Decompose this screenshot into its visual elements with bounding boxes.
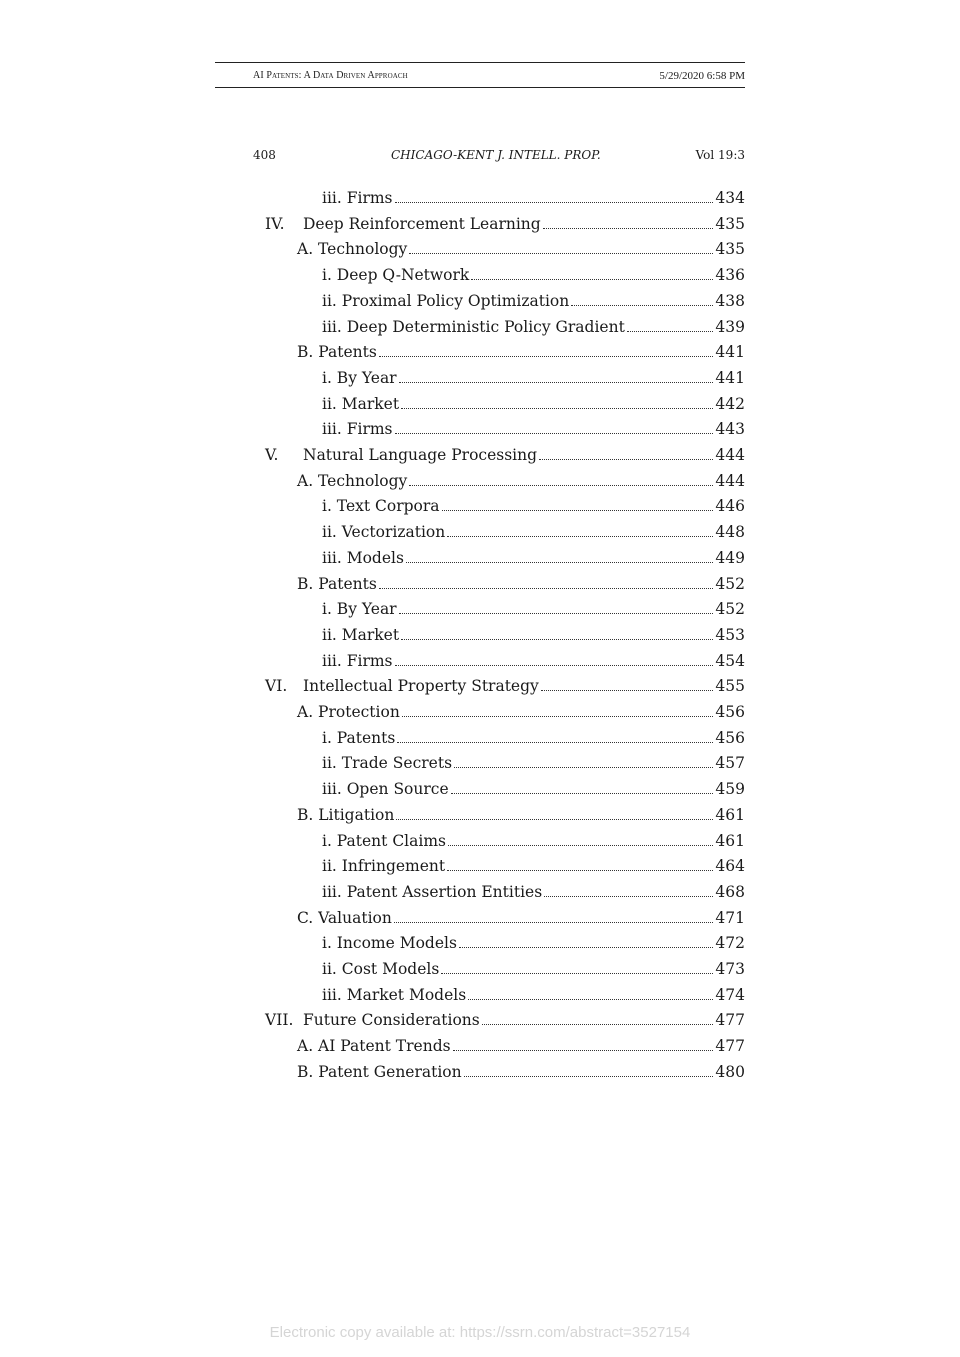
toc-entry-page: 444 (715, 471, 745, 490)
toc-entry-page: 446 (715, 497, 745, 516)
toc-entry (322, 749, 745, 773)
toc-entry-page: 464 (715, 857, 745, 876)
dot-leader (468, 998, 713, 1000)
running-header-timestamp: 5/29/2020 6:58 PM (659, 70, 745, 82)
toc-entry-title: ii. Infringement (322, 857, 446, 876)
dot-leader (379, 587, 714, 589)
toc-entry-label (322, 959, 439, 979)
toc-entry-page: 453 (715, 625, 745, 644)
toc-entry-label (322, 188, 393, 208)
toc-entry-label (322, 831, 446, 851)
toc-entry-title: iii. Firms (322, 651, 393, 670)
toc-entry-title: iii. Market Models (322, 985, 467, 1004)
dot-leader (448, 844, 713, 846)
toc-entry (322, 184, 745, 208)
dot-leader (544, 895, 713, 897)
toc-entry-title: i. Patents (322, 728, 396, 747)
toc-entry-label (265, 1010, 480, 1030)
toc-entry (265, 672, 745, 696)
toc-entry-page: 448 (715, 523, 745, 542)
toc-entry-page: 456 (715, 728, 745, 747)
toc-entry-label (322, 522, 445, 542)
dot-leader (401, 407, 713, 409)
toc-entry (297, 338, 745, 362)
toc-entry-title: i. By Year (322, 600, 397, 619)
toc-entry-label (322, 419, 393, 439)
toc-entry-page: 436 (715, 266, 745, 285)
toc-entry (297, 235, 745, 259)
dot-leader (454, 766, 713, 768)
toc-entry-title: A. AI Patent Trends (297, 1037, 451, 1056)
toc-entry-title: Future Considerations (303, 1011, 480, 1030)
dot-leader (397, 741, 713, 743)
toc-entry-label (322, 753, 452, 773)
toc-entry (322, 261, 745, 285)
toc-entry (297, 801, 745, 825)
toc-entry (297, 467, 745, 491)
toc-entry-page: 452 (715, 600, 745, 619)
dot-leader (442, 509, 714, 511)
toc-entry-label (322, 985, 466, 1005)
toc-entry-label (265, 676, 539, 696)
toc-entry-label (297, 471, 407, 491)
dot-leader (394, 921, 714, 923)
page-number: 408 (253, 148, 276, 162)
toc-entry-page: 459 (715, 780, 745, 799)
dot-leader (402, 715, 714, 717)
toc-entry-label (297, 574, 377, 594)
toc-entry (297, 1058, 745, 1082)
toc-entry-title: A. Protection (297, 703, 400, 721)
toc-entry-label (297, 239, 407, 259)
toc-entry-label (297, 1062, 462, 1082)
toc-entry-page: 452 (715, 574, 745, 593)
toc-entry-title: B. Litigation (297, 805, 395, 824)
toc-entry-page: 473 (715, 960, 745, 978)
dot-leader (395, 432, 714, 434)
dot-leader (571, 304, 713, 306)
dot-leader (453, 1049, 714, 1051)
toc-entry-page: 472 (715, 934, 745, 953)
toc-entry (322, 724, 745, 748)
toc-entry (322, 647, 745, 671)
toc-entry-label (322, 625, 399, 645)
dot-leader (401, 638, 713, 640)
toc-entry-page: 434 (715, 189, 745, 207)
toc-entry-page: 456 (715, 703, 745, 721)
toc-entry-page: 477 (715, 1037, 745, 1056)
toc-entry-label (322, 779, 449, 799)
journal-title: CHICAGO-KENT J. INTELL. PROP. (391, 148, 601, 162)
toc-entry (297, 904, 745, 928)
toc-entry-title: i. Text Corpora (322, 497, 440, 516)
ssrn-watermark: Electronic copy available at: https://ssrn.com/abstract=3527154 (269, 1324, 691, 1341)
toc-entry-title: ii. Market (322, 625, 400, 644)
dot-leader (406, 561, 713, 563)
toc-entry-numeral: VII. (265, 1011, 294, 1030)
toc-entry (322, 827, 745, 851)
toc-entry (322, 415, 745, 439)
toc-entry-page: 435 (715, 240, 745, 259)
dot-leader (399, 381, 714, 383)
toc-entry-label (265, 214, 541, 234)
toc-entry-label (297, 1036, 451, 1056)
toc-entry-label (322, 882, 542, 902)
dot-leader (539, 458, 713, 460)
dot-leader (447, 535, 713, 537)
toc-entry-page: 480 (715, 1062, 745, 1081)
running-header (215, 62, 745, 88)
toc-entry (322, 492, 745, 516)
toc-entry-label (322, 548, 404, 568)
toc-entry (322, 518, 745, 542)
toc-entry-page: 441 (715, 368, 745, 387)
toc-entry (322, 852, 745, 876)
toc-entry-title: iii. Deep Deterministic Policy Gradient (322, 317, 625, 336)
dot-leader (399, 612, 714, 614)
toc-entry-label (322, 394, 399, 414)
dot-leader (471, 278, 713, 280)
dot-leader (395, 664, 714, 666)
volume-label: Vol 19:3 (695, 148, 745, 162)
toc-entry-title: Deep Reinforcement Learning (303, 214, 541, 233)
dot-leader (395, 201, 714, 203)
dot-leader (482, 1023, 714, 1025)
toc-entry-label (297, 908, 392, 928)
toc-entry-page: 441 (715, 343, 745, 362)
toc-entry-title: i. Patent Claims (322, 831, 446, 850)
toc-entry-title: ii. Cost Models (322, 960, 440, 978)
toc-entry (265, 1006, 745, 1030)
toc-entry (322, 544, 745, 568)
toc-entry (322, 955, 745, 979)
toc-entry-title: i. Deep Q-Network (322, 266, 470, 285)
toc-entry-page: 454 (715, 651, 745, 670)
toc-entry-page: 477 (715, 1011, 745, 1030)
toc-entry-title: ii. Vectorization (322, 523, 446, 542)
toc-entry (322, 878, 745, 902)
toc-entry-page: 438 (715, 291, 745, 310)
toc-entry (297, 698, 745, 722)
toc-entry-label (297, 702, 400, 722)
toc-entry-label (322, 265, 469, 285)
dot-leader (409, 252, 713, 254)
toc-entry-title: Natural Language Processing (303, 446, 538, 464)
toc-entry-title: A. Technology (297, 240, 408, 259)
toc-entry-page: 461 (715, 805, 745, 824)
toc-entry-numeral: V. (265, 446, 279, 464)
toc-entry-label (322, 599, 397, 619)
dot-leader (543, 227, 714, 229)
toc-entry-numeral: IV. (265, 214, 285, 233)
dot-leader (447, 869, 713, 871)
toc-entry (322, 313, 745, 337)
toc-entry (297, 1032, 745, 1056)
toc-entry-title: B. Patents (297, 343, 377, 362)
toc-entry (265, 210, 745, 234)
running-header-title: AI Patents: A Data Driven Approach (253, 70, 408, 81)
toc-entry-page: 449 (715, 548, 745, 567)
toc-entry (322, 775, 745, 799)
toc-entry-page: 471 (715, 908, 745, 927)
toc-entry-page: 457 (715, 754, 745, 773)
toc-entry-title: B. Patent Generation (297, 1062, 462, 1081)
toc-entry-page: 474 (715, 985, 745, 1004)
toc-entry-title: iii. Patent Assertion Entities (322, 882, 543, 901)
toc-entry-title: C. Valuation (297, 908, 392, 927)
dot-leader (627, 330, 714, 332)
toc-entry-page: 444 (715, 446, 745, 464)
toc-entry-label (322, 291, 569, 311)
toc-entry-page: 461 (715, 831, 745, 850)
toc-entry-label (322, 368, 397, 388)
toc-entry-title: B. Patents (297, 574, 377, 593)
toc-entry-label (322, 728, 395, 748)
toc-entry-page: 455 (715, 677, 745, 696)
toc-entry-label (265, 445, 537, 465)
dot-leader (541, 689, 714, 691)
toc-entry-page: 468 (715, 882, 745, 901)
toc-entry-title: i. Income Models (322, 934, 457, 953)
toc-entry-page: 443 (715, 420, 745, 439)
toc-entry (297, 570, 745, 594)
toc-entry-label (322, 496, 440, 516)
toc-entry-title: iii. Open Source (322, 780, 449, 799)
toc-entry-title: iii. Models (322, 548, 404, 567)
toc-entry-label (322, 317, 625, 337)
toc-entry-page: 439 (715, 317, 745, 336)
toc-entry-title: ii. Proximal Policy Optimization (322, 291, 570, 310)
toc-entry-numeral: VI. (265, 677, 288, 696)
toc-entry (265, 441, 745, 465)
toc-entry-page: 442 (715, 394, 745, 413)
toc-entry-title: i. By Year (322, 368, 397, 387)
toc-entry (322, 929, 745, 953)
toc-entry-title: ii. Market (322, 394, 400, 413)
toc-entry-label (297, 342, 377, 362)
toc-entry (322, 621, 745, 645)
dot-leader (459, 946, 713, 948)
dot-leader (379, 355, 714, 357)
toc-entry-page: 435 (715, 214, 745, 233)
toc-entry-label (297, 805, 394, 825)
page-header (253, 148, 745, 166)
toc-entry-title: iii. Firms (322, 420, 393, 439)
toc-entry-title: Intellectual Property Strategy (303, 677, 539, 696)
dot-leader (451, 792, 714, 794)
dot-leader (396, 818, 713, 820)
toc-entry-label (322, 933, 457, 953)
toc-entry (322, 595, 745, 619)
dot-leader (441, 972, 713, 974)
toc-entry (322, 287, 745, 311)
toc-entry (322, 390, 745, 414)
dot-leader (409, 484, 713, 486)
toc-entry-label (322, 651, 393, 671)
toc-entry (322, 981, 745, 1005)
toc-entry-title: ii. Trade Secrets (322, 754, 453, 773)
toc-entry-label (322, 856, 445, 876)
toc-entry-title: A. Technology (297, 471, 408, 490)
toc-entry (322, 364, 745, 388)
toc-entry-title: iii. Firms (322, 189, 393, 207)
dot-leader (464, 1075, 714, 1077)
